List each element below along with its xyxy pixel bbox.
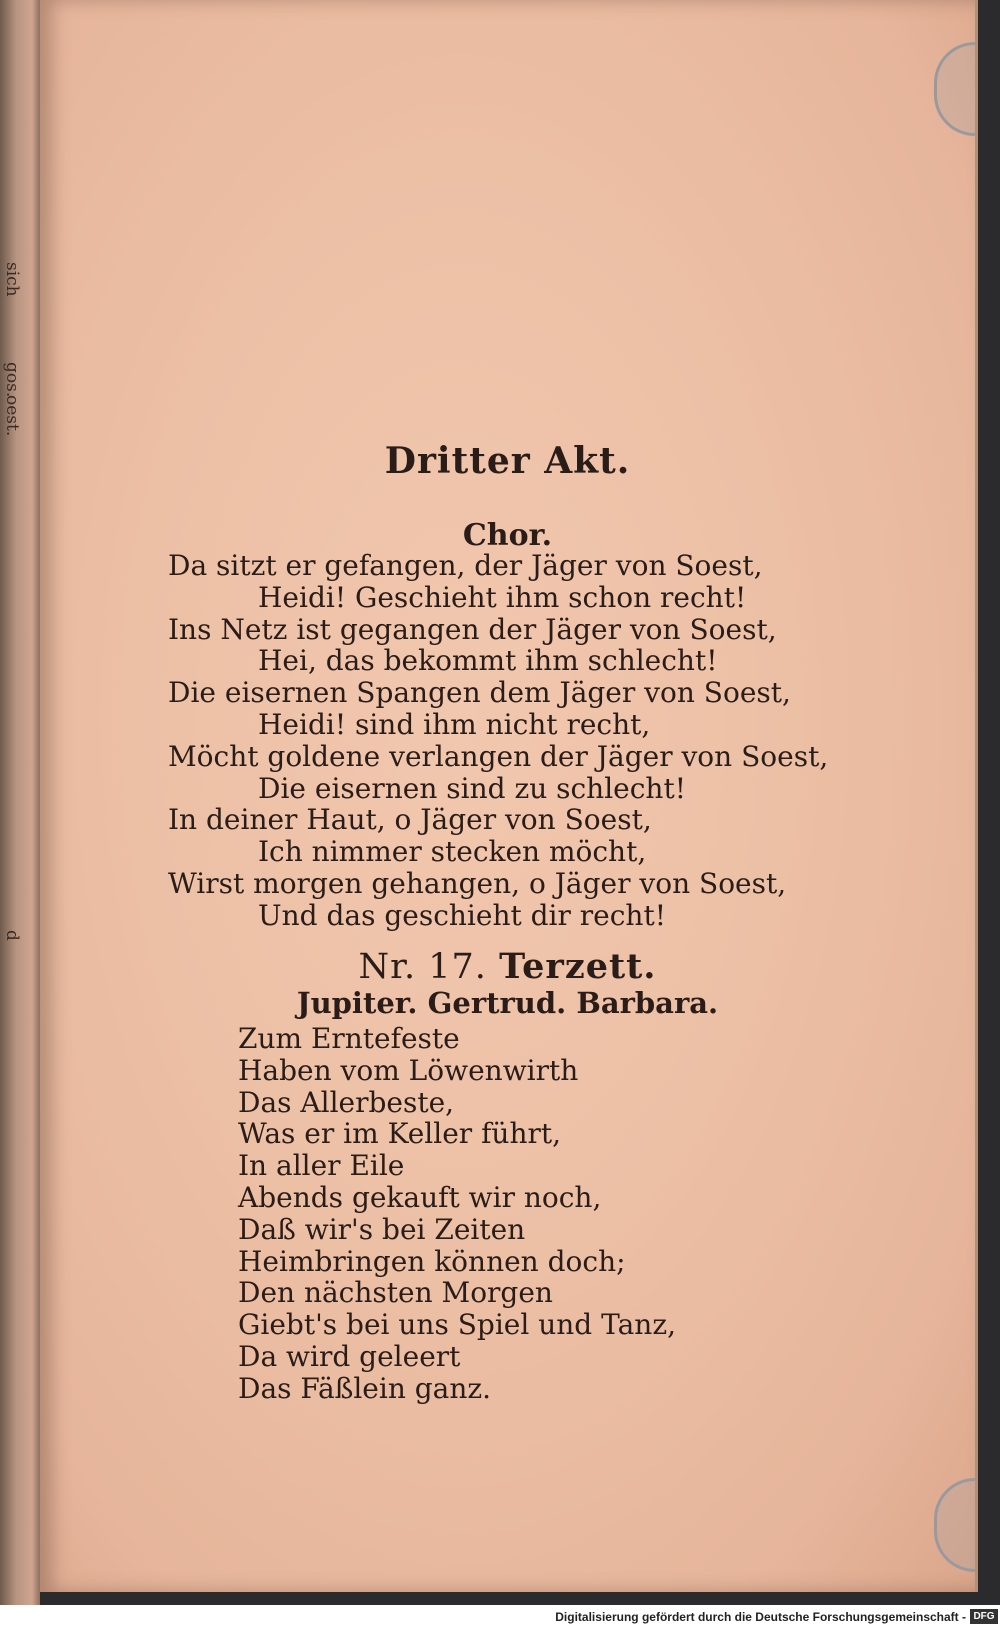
terzett-verse xyxy=(238,1023,676,1405)
verse-line: In deiner Haut, o Jäger von Soest, xyxy=(168,803,652,837)
prev-page-fragment: sich xyxy=(2,262,22,297)
number-heading xyxy=(40,946,975,987)
chor-verse xyxy=(168,550,828,932)
verse-line: Giebt's bei uns Spiel und Tanz, xyxy=(238,1308,676,1342)
verse-line: Abends gekauft wir noch, xyxy=(238,1180,602,1214)
number-label: Nr. 17. xyxy=(358,947,487,987)
verse-line: Zum Erntefeste xyxy=(238,1022,460,1055)
verse-line: Ich nimmer stecken möcht, xyxy=(258,835,647,869)
verse-line: Möcht goldene verlangen der Jäger von Soest, xyxy=(168,739,829,773)
verse-line: Heidi! Geschieht ihm schon recht! xyxy=(258,580,747,614)
verse-line: Hei, das bekommt ihm schlecht! xyxy=(258,644,718,678)
verse-line: Ins Netz ist gegangen der Jäger von Soest, xyxy=(168,612,777,646)
verse-line: Das Allerbeste, xyxy=(238,1085,455,1119)
verse-line: Da wird geleert xyxy=(238,1339,461,1373)
verse-line: Wirst morgen gehangen, o Jäger von Soest, xyxy=(168,866,787,900)
funding-note: Digitalisierung gefördert durch die Deutsche Forschungsgemeinschaft - xyxy=(555,1610,966,1624)
book-page xyxy=(40,0,978,1592)
verse-line: In aller Eile xyxy=(238,1149,405,1183)
prev-page-fragment: gos. xyxy=(2,362,22,398)
verse-line: Die eisernen Spangen dem Jäger von Soest, xyxy=(168,676,791,710)
prev-page-fragment: d xyxy=(2,930,22,941)
verse-line: Das Fäßlein ganz. xyxy=(238,1371,492,1405)
verse-line: Heimbringen können doch; xyxy=(238,1244,626,1278)
dfg-logo: DFG xyxy=(970,1609,998,1624)
verse-line: Daß wir's bei Zeiten xyxy=(238,1212,526,1246)
chor-heading: Chor. xyxy=(462,518,553,553)
verse-line: Und das geschieht dir recht! xyxy=(258,898,666,932)
verse-line: Haben vom Löwenwirth xyxy=(238,1053,579,1087)
number-title: Terzett. xyxy=(499,946,657,987)
footer-bar xyxy=(0,1608,1000,1627)
verse-line: Heidi! sind ihm nicht recht, xyxy=(258,707,651,741)
verse-line: Die eisernen sind zu schlecht! xyxy=(258,771,686,805)
previous-page-edge xyxy=(0,0,40,1605)
verse-line: Den nächsten Morgen xyxy=(238,1276,553,1310)
verse-line: Was er im Keller führt, xyxy=(238,1117,562,1151)
page-content xyxy=(40,0,975,1592)
prev-page-fragment: oest. xyxy=(2,395,22,437)
roles-line: Jupiter. Gertrud. Barbara. xyxy=(296,986,719,1020)
act-title: Dritter Akt. xyxy=(384,440,631,482)
verse-line: Da sitzt er gefangen, der Jäger von Soest, xyxy=(168,549,763,582)
